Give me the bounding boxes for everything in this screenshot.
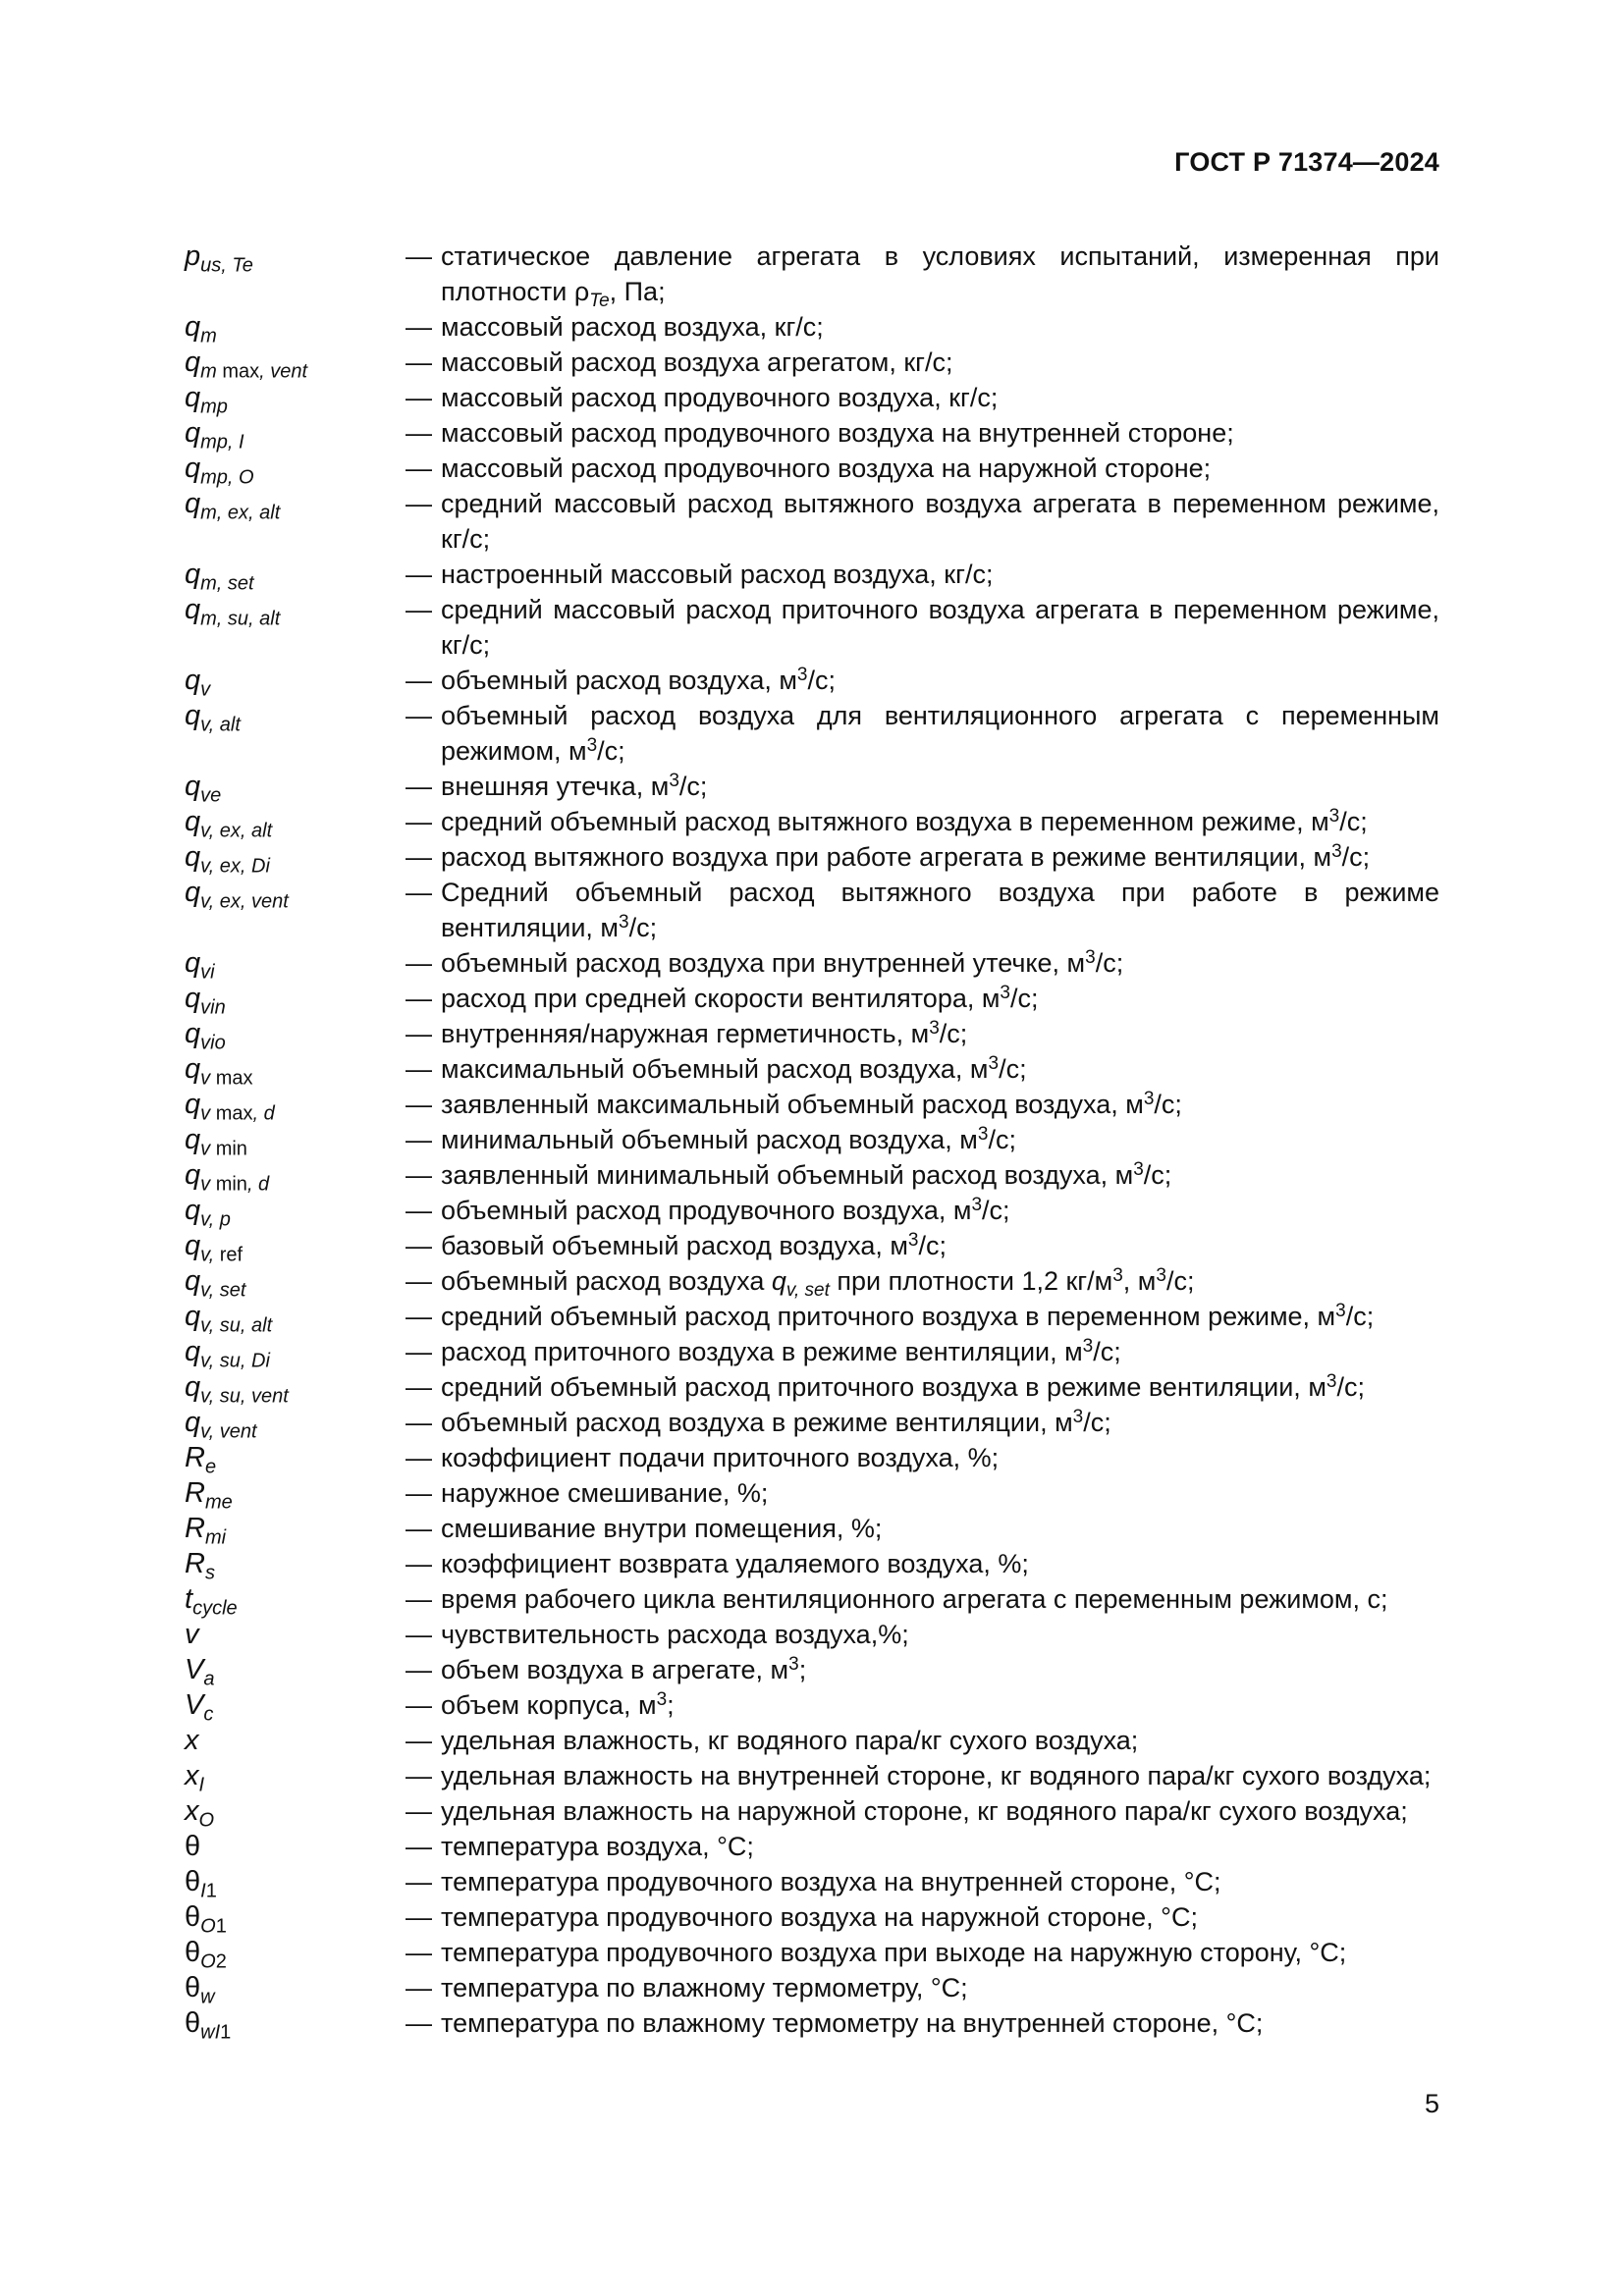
symbol-row (185, 1299, 1439, 1337)
em-dash: — (406, 1054, 432, 1084)
symbol-term: $R_{me}$ (185, 1477, 233, 1514)
symbol-definition: расход приточного воздуха в режиме вентиляции, $м^3/с$; (441, 1335, 1121, 1366)
em-dash: — (406, 1690, 432, 1720)
symbol-term: $q_{m, ex, alt}$ (185, 488, 281, 524)
em-dash: — (406, 1266, 432, 1296)
symbol-row (185, 415, 1439, 454)
symbol-term: $q_v$ (185, 665, 211, 701)
symbol-term: $q_{v, set}$ (185, 1265, 246, 1302)
symbol-definition: наружное смешивание, %; (441, 1478, 769, 1508)
symbol-definition: удельная влажность, кг водяного пара/кг сухого воздуха; (441, 1726, 1139, 1755)
symbol-definition: удельная влажность на наружной стороне, кг водяного пара/кг сухого воздуха; (441, 1796, 1408, 1826)
symbol-row (185, 1511, 1439, 1549)
em-dash: — (406, 1337, 432, 1366)
symbol-term: $q_{v, vent}$ (185, 1407, 257, 1443)
symbol-term: $q_{mp, O}$ (185, 453, 254, 489)
symbol-definition: массовый расход воздуха агрегатом, кг/с; (441, 347, 953, 377)
em-dash: — (406, 1902, 432, 1932)
symbol-row (185, 1369, 1439, 1408)
em-dash: — (406, 560, 432, 589)
symbol-row (185, 1829, 1439, 1864)
symbol-term: $q_{v,}$ $_{ref}$ (185, 1230, 244, 1266)
symbol-row (185, 1687, 1439, 1726)
symbol-row (185, 592, 1439, 663)
symbol-row (185, 769, 1439, 807)
symbol-row (185, 486, 1439, 557)
symbol-term: $R_e$ (185, 1442, 217, 1478)
symbol-row (185, 239, 1439, 312)
em-dash: — (406, 1549, 432, 1578)
symbol-term: $x_O$ (185, 1795, 215, 1832)
symbol-row (185, 839, 1439, 878)
symbol-row (185, 345, 1439, 383)
em-dash: — (406, 1443, 432, 1472)
symbol-term: $q_{v, ex, vent}$ (185, 877, 289, 913)
em-dash: — (406, 595, 432, 624)
symbol-row (185, 1793, 1439, 1832)
symbol-definition: средний массовый расход приточного воздуха агрегата в переменном режиме, кг/с; (441, 595, 1439, 660)
symbol-term: $q_{m, su, alt}$ (185, 594, 281, 630)
em-dash: — (406, 878, 432, 907)
symbol-term: $q_{v, ex, Di}$ (185, 841, 270, 878)
em-dash: — (406, 1231, 432, 1260)
em-dash: — (406, 418, 432, 448)
symbol-term: $q_{vi}$ (185, 947, 215, 984)
em-dash: — (406, 1302, 432, 1331)
symbol-definition: объемный расход воздуха для вентиляционного агрегата с переменным режимом, $м^3/с$; (441, 701, 1439, 766)
symbol-definition: температура продувочного воздуха на внутренней стороне, °С; (441, 1867, 1221, 1896)
symbol-row (185, 875, 1439, 945)
em-dash: — (406, 1832, 432, 1861)
symbol-definition: минимальный объемный расход воздуха, $м^3/с$; (441, 1123, 1016, 1154)
symbol-definition: время рабочего цикла вентиляционного агрегата с переменным режимом, с; (441, 1584, 1388, 1614)
symbol-row (185, 557, 1439, 595)
em-dash: — (406, 842, 432, 872)
symbol-definition: объемный расход воздуха при внутренней утечке, $м^3/с$; (441, 946, 1124, 978)
symbol-term: $\theta_{O1}$ (185, 1901, 227, 1938)
symbol-term: $\theta_{wI1}$ (185, 2007, 232, 2044)
symbol-definition: температура по влажному термометру, °С; (441, 1973, 968, 2002)
symbol-definition: объемный расход воздуха $q_{v, set}$ при плотности 1,2 $кг/м^3$, $м^3/с$; (441, 1264, 1195, 1302)
symbol-row (185, 1617, 1439, 1652)
symbol-definition: настроенный массовый расход воздуха, кг/с; (441, 560, 994, 589)
symbol-term: $q_{vin}$ (185, 983, 226, 1019)
em-dash: — (406, 948, 432, 978)
symbol-term: $q_m$ (185, 311, 217, 347)
symbol-definition: объем корпуса, $м^3$; (441, 1688, 675, 1720)
symbol-term: $q_{v, su, vent}$ (185, 1371, 289, 1408)
symbol-row (185, 1157, 1439, 1196)
symbol-term: v (185, 1619, 199, 1650)
symbol-term: $q_{v, su, Di}$ (185, 1336, 270, 1372)
symbol-term: $q_{mp}$ (185, 382, 228, 418)
symbol-row (185, 1581, 1439, 1620)
em-dash: — (406, 666, 432, 695)
symbol-term: $q_{ve}$ (185, 771, 222, 807)
symbol-definition: температура продувочного воздуха на наружной стороне, °С; (441, 1902, 1198, 1932)
em-dash: — (406, 1973, 432, 2002)
symbol-row (185, 698, 1439, 769)
symbol-definition: коэффициент подачи приточного воздуха, %; (441, 1443, 1000, 1472)
symbol-term: $q_{v, su, alt}$ (185, 1301, 273, 1337)
em-dash: — (406, 1584, 432, 1614)
symbol-term: $q_{v, alt}$ (185, 700, 241, 736)
symbol-term: $q_{vio}$ (185, 1018, 226, 1054)
symbol-definition: средний объемный расход приточного воздуха в переменном режиме, $м^3/с$; (441, 1300, 1375, 1331)
symbol-row (185, 1193, 1439, 1231)
symbol-row (185, 380, 1439, 418)
symbol-term: $q_m$ $_{max, vent}$ (185, 347, 308, 383)
symbol-definition: объемный расход продувочного воздуха, $м^3/с$; (441, 1194, 1010, 1225)
symbol-term: $\theta_w$ (185, 1972, 215, 2008)
symbol-definition: статическое давление агрегата в условиях испытаний, измеренная при плотности $\rho_{Te}$, Па; (441, 241, 1439, 312)
em-dash: — (406, 1196, 432, 1225)
symbol-row (185, 1723, 1439, 1758)
symbol-row (185, 451, 1439, 489)
em-dash: — (406, 1090, 432, 1119)
page-number: 5 (1424, 2089, 1439, 2118)
em-dash: — (406, 1655, 432, 1684)
symbol-definition: заявленный минимальный объемный расход воздуха, $м^3/с$; (441, 1158, 1172, 1190)
symbol-term: $\theta_{I1}$ (185, 1866, 217, 1902)
em-dash: — (406, 2008, 432, 2038)
symbol-definition: чувствительность расхода воздуха,%; (441, 1620, 909, 1649)
symbol-definition: массовый расход продувочного воздуха на внутренней стороне; (441, 418, 1234, 448)
em-dash: — (406, 347, 432, 377)
em-dash: — (406, 1160, 432, 1190)
symbol-row (185, 1864, 1439, 1902)
symbol-term: x (185, 1725, 199, 1756)
em-dash: — (406, 984, 432, 1013)
symbol-row (185, 1475, 1439, 1514)
symbol-row (185, 663, 1439, 701)
symbol-row (185, 1334, 1439, 1372)
symbol-row (185, 1051, 1439, 1090)
symbol-term: $q_{v, p}$ (185, 1195, 231, 1231)
em-dash: — (406, 1867, 432, 1896)
symbol-row (185, 1122, 1439, 1160)
symbol-definition: объемный расход воздуха, $м^3/с$; (441, 664, 837, 695)
symbol-definition: массовый расход продувочного воздуха на наружной стороне; (441, 454, 1212, 483)
em-dash: — (406, 241, 432, 271)
em-dash: — (406, 701, 432, 730)
symbol-row (185, 1546, 1439, 1584)
em-dash: — (406, 1726, 432, 1755)
symbol-definition: температура воздуха, °С; (441, 1832, 754, 1861)
symbol-row (185, 1758, 1439, 1796)
symbol-term: $R_s$ (185, 1548, 215, 1584)
symbol-definition: массовый расход воздуха, кг/с; (441, 312, 824, 342)
symbol-term: $q_v$ $_{max, d}$ (185, 1089, 275, 1125)
symbol-row (185, 1263, 1439, 1302)
symbol-row (185, 1228, 1439, 1266)
symbols-list (185, 239, 1439, 2044)
em-dash: — (406, 807, 432, 836)
symbol-definition: смешивание внутри помещения, %; (441, 1514, 883, 1543)
symbol-definition: внутренняя/наружная герметичность, $м^3/с$; (441, 1017, 968, 1048)
symbol-row (185, 945, 1439, 984)
symbol-term: θ (185, 1831, 201, 1862)
symbol-term: $q_{m, set}$ (185, 559, 254, 595)
symbol-row (185, 309, 1439, 345)
em-dash: — (406, 1372, 432, 1402)
symbol-term: $V_a$ (185, 1654, 215, 1690)
em-dash: — (406, 1514, 432, 1543)
symbol-definition: удельная влажность на внутренней стороне, кг водяного пара/кг сухого воздуха; (441, 1761, 1432, 1790)
symbol-term: $q_{v, ex, alt}$ (185, 806, 273, 842)
em-dash: — (406, 312, 432, 342)
em-dash: — (406, 1408, 432, 1437)
em-dash: — (406, 1478, 432, 1508)
symbol-definition: Средний объемный расход вытяжного воздуха при работе в режиме вентиляции, $м^3/с$; (441, 878, 1439, 942)
em-dash: — (406, 454, 432, 483)
symbol-definition: базовый объемный расход воздуха, $м^3/с$; (441, 1229, 947, 1260)
em-dash: — (406, 1761, 432, 1790)
em-dash: — (406, 1019, 432, 1048)
em-dash: — (406, 383, 432, 412)
em-dash: — (406, 1125, 432, 1154)
symbol-term: $p_{us, Te}$ (185, 240, 253, 277)
symbol-row (185, 1016, 1439, 1054)
symbol-row (185, 1899, 1439, 1938)
symbol-definition: коэффициент возврата удаляемого воздуха, %; (441, 1549, 1029, 1578)
symbol-definition: объем воздуха в агрегате, $м^3$; (441, 1653, 807, 1684)
em-dash: — (406, 1796, 432, 1826)
symbol-definition: средний объемный расход приточного воздуха в режиме вентиляции, $м^3/с$; (441, 1370, 1365, 1402)
symbol-term: $\theta_{O2}$ (185, 1937, 227, 1973)
em-dash: — (406, 1938, 432, 1967)
symbol-row (185, 1440, 1439, 1478)
symbol-definition: максимальный объемный расход воздуха, $м^3/с$; (441, 1052, 1027, 1084)
symbol-row (185, 1405, 1439, 1443)
symbol-definition: температура по влажному термометру на внутренней стороне, °С; (441, 2008, 1264, 2038)
symbol-row (185, 981, 1439, 1019)
symbol-definition: заявленный максимальный объемный расход воздуха, $м^3/с$; (441, 1088, 1182, 1119)
symbol-term: $q_v$ $_{min}$ (185, 1124, 247, 1160)
symbol-definition: внешняя утечка, $м^3/с$; (441, 770, 708, 801)
symbol-row (185, 1935, 1439, 1973)
symbol-term: $q_v$ $_{min, d}$ (185, 1159, 270, 1196)
symbol-term: $V_c$ (185, 1689, 214, 1726)
symbol-term: $x_I$ (185, 1760, 205, 1796)
em-dash: — (406, 772, 432, 801)
symbol-row (185, 1652, 1439, 1690)
symbol-definition: температура продувочного воздуха при выходе на наружную сторону, °С; (441, 1938, 1347, 1967)
symbol-term: $q_{mp, I}$ (185, 417, 244, 454)
symbol-row (185, 1087, 1439, 1125)
em-dash: — (406, 1620, 432, 1649)
symbol-row (185, 804, 1439, 842)
symbol-definition: массовый расход продувочного воздуха, кг/с; (441, 383, 999, 412)
symbol-row (185, 2005, 1439, 2044)
symbol-term: $q_v$ $_{max}$ (185, 1053, 253, 1090)
symbol-term: $t_{cycle}$ (185, 1583, 238, 1620)
symbol-definition: объемный расход воздуха в режиме вентиляции, $м^3/с$; (441, 1406, 1111, 1437)
symbol-definition: расход вытяжного воздуха при работе агрегата в режиме вентиляции, $м^3/с$; (441, 840, 1371, 872)
document-header: ГОСТ Р 71374—2024 (1174, 147, 1439, 177)
symbol-definition: средний объемный расход вытяжного воздуха в переменном режиме, $м^3/с$; (441, 805, 1368, 836)
symbol-definition: средний массовый расход вытяжного воздуха агрегата в переменном режиме, кг/с; (441, 489, 1439, 554)
em-dash: — (406, 489, 432, 518)
symbol-row (185, 1970, 1439, 2008)
symbol-definition: расход при средней скорости вентилятора, $м^3/с$; (441, 982, 1039, 1013)
symbol-term: $R_{mi}$ (185, 1513, 227, 1549)
